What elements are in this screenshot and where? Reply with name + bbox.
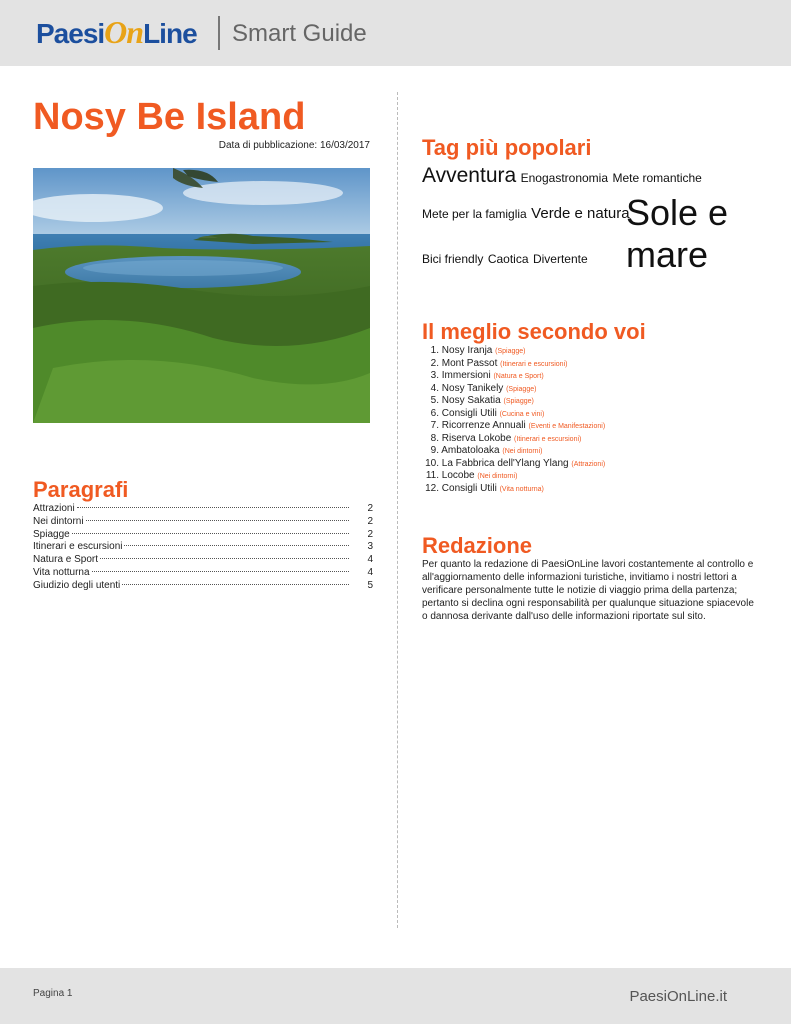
list-item[interactable] [424,458,764,471]
column-divider [397,92,398,928]
item-name: Nosy Tanikely [441,382,504,394]
list-item[interactable] [424,470,764,483]
list-item[interactable] [424,420,764,433]
toc-row[interactable] [33,529,373,542]
list-item[interactable] [424,370,764,383]
toc-leader [100,558,349,559]
item-name: Ambatoloaka [441,445,500,456]
item-category: (Spiagge) [495,348,526,355]
toc-row[interactable] [33,541,373,554]
item-number: 6. [430,407,439,419]
item-name: Locobe [441,470,475,481]
list-item[interactable] [424,358,764,371]
item-number: 8. [430,432,439,444]
toc-label: Vita notturna [33,566,90,578]
toc-label: Giudizio degli utenti [33,579,121,591]
logo-text-paesi: Paesi [36,18,105,49]
redazione-text: Per quanto la redazione di PaesiOnLine lavori costantemente al controllo e all'aggiornamento delle informazioni turistiche, invitiamo i nostri lettori a verificare personalmente tutte le notizie di viaggio prima della partenza; pertanto si declina ogni responsabilità per qualunque situazione spiacevole o dannosa derivante dall'uso delle informazioni riportate sul sito. [422,559,754,622]
toc-page: 3 [367,541,373,553]
item-category: (Spiagge) [506,385,537,393]
toc-page: 2 [367,528,373,540]
header-title: Smart Guide [232,20,367,47]
toc-row[interactable] [33,580,373,593]
toc-page: 4 [367,566,373,578]
item-number: 12. [425,482,439,494]
toc-row[interactable] [33,516,373,529]
tag-link[interactable]: Mete per la famiglia [422,207,527,221]
item-number: 4. [430,382,439,394]
toc-label: Natura e Sport [33,554,99,566]
island-landscape-image [33,168,370,423]
best-list [424,345,764,495]
tag-link-large[interactable]: Sole e mare [626,192,729,275]
toc-leader [122,584,349,585]
paesionline-logo[interactable] [36,14,197,54]
logo-text-line: Line [143,18,197,49]
island-photo [33,168,370,423]
toc-label: Nei dintorni [33,515,84,527]
toc-label: Itinerari e escursioni [33,541,123,553]
item-number: 3. [430,370,439,381]
toc-leader [86,520,349,521]
item-number: 7. [430,420,439,431]
item-category: (Nei dintorni) [477,473,518,480]
tag-link[interactable]: Verde e natura [531,205,630,222]
item-number: 9. [430,445,439,456]
item-category: (Attrazioni) [571,460,606,468]
list-item[interactable] [424,345,764,358]
list-item[interactable] [424,383,764,396]
list-item[interactable] [424,483,764,496]
toc-page: 2 [367,515,373,527]
toc-row[interactable] [33,567,373,580]
footer-site-link[interactable]: PaesiOnLine.it [629,988,727,1005]
header-separator [218,16,220,50]
tag-link[interactable]: Divertente [532,252,588,266]
item-category: (Cucina e vini) [499,410,545,418]
item-category: (Nei dintorni) [502,448,543,455]
item-category: (Itinerari e escursioni) [514,435,582,443]
item-name: Mont Passot [441,357,498,369]
best-heading: Il meglio secondo voi [422,319,646,344]
list-item[interactable] [424,433,764,446]
toc-label: Spiagge [33,528,70,540]
toc-leader [77,507,349,508]
toc-page: 2 [367,503,373,514]
toc-row[interactable] [33,503,373,516]
toc-label: Attrazioni [33,503,75,514]
item-name: Ricorrenze Annuali [441,420,526,431]
tags-heading: Tag più popolari [422,135,592,160]
item-number: 10. [425,457,439,469]
paragrafi-heading: Paragrafi [33,477,129,502]
toc-leader [72,533,349,534]
page-title: Nosy Be Island [33,96,306,138]
publication-date: Data di pubblicazione: 16/03/2017 [218,140,370,151]
item-category: (Eventi e Manifestazioni) [528,423,606,430]
item-number: 11. [425,470,439,481]
toc-leader [124,545,349,546]
item-number: 1. [430,345,439,356]
item-category: (Itinerari e escursioni) [500,360,568,368]
item-number: 5. [430,395,439,406]
logo-text-on: On [104,14,144,50]
item-name: Consigli Utili [441,482,497,494]
redazione-heading: Redazione [422,533,533,558]
item-name: La Fabbrica dell'Ylang Ylang [441,457,569,469]
paragrafi-list [33,503,373,593]
page-number: Pagina 1 [33,988,73,999]
item-number: 2. [430,357,439,369]
item-name: Consigli Utili [441,407,497,419]
tag-link[interactable]: Mete romantiche [612,171,702,185]
item-name: Riserva Lokobe [441,432,512,444]
list-item[interactable] [424,395,764,408]
tag-cloud [422,160,762,282]
tag-link[interactable]: Avventura [422,164,517,187]
item-name: Nosy Sakatia [441,395,501,406]
list-item[interactable] [424,408,764,421]
toc-leader [92,571,349,572]
tag-link[interactable]: Bici friendly [422,252,484,266]
toc-page: 4 [367,554,373,566]
toc-page: 5 [367,579,373,591]
item-name: Nosy Iranja [441,345,493,356]
item-category: (Spiagge) [503,398,534,405]
tag-link[interactable]: Caotica [487,252,529,266]
tag-link[interactable]: Enogastronomia [520,171,609,185]
toc-row[interactable] [33,554,373,567]
item-name: Immersioni [441,370,491,381]
item-category: (Natura e Sport) [493,373,544,380]
item-category: (Vita notturna) [499,485,544,493]
list-item[interactable] [424,445,764,458]
